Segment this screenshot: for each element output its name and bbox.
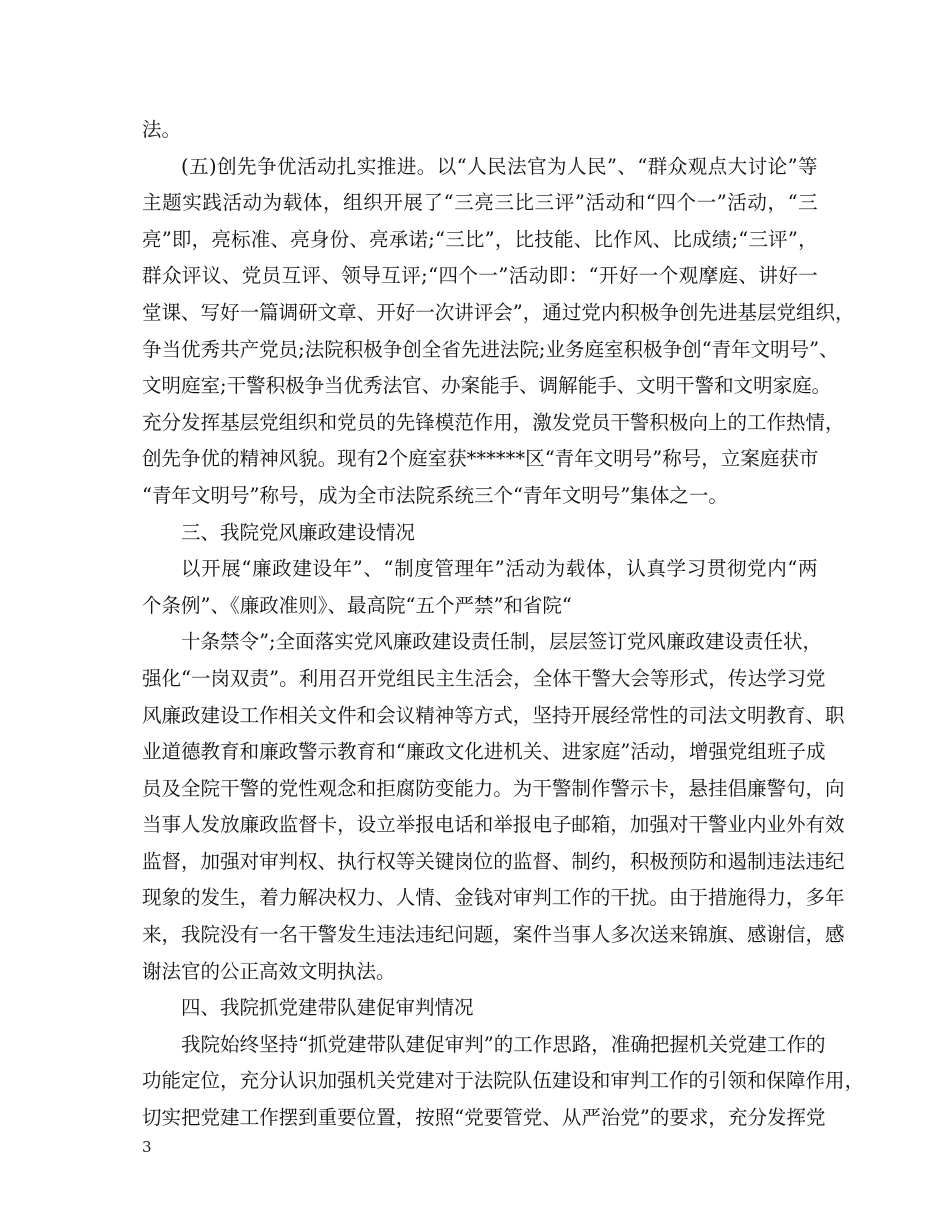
text-line: 来 ， 我 院 没 有 一 名 干 警 发 生 违 法 违 纪 问 题 ， 案 件 当 事 人 多 次 送 来 锦 旗 、 感 谢 信 ， 感 [142,923,845,947]
text-line: 切 实 把 党 建 工 作 摆 到 重 要 位 置 ， 按 照 “ 党 要 管 党 、 从 严 治 党 ” 的 要 求 ， 充 分 发 挥 党 [142,1106,826,1130]
text-line: 亮 ” 即 ， 亮 标 准 、 亮 身 份 、 亮 承 诺 ; “ 三 比 ” ， 比 技 能 、 比 作 风 、 比 成 绩 ; “ 三 评 ” ， [142,227,818,251]
text-line: 群 众 评 议 、 党 员 互 评 、 领 导 互 评 ; “ 四 个 一 ” 活 动 即 ： “ 开 好 一 个 观 摩 庭 、 讲 好 一 [142,264,818,288]
text-line: 风 廉 政 建 设 工 作 相 关 文 件 和 会 议 精 神 等 方 式 ， 坚 持 开 展 经 常 性 的 司 法 文 明 教 育 、 职 [142,703,845,727]
text-line: 创 先 争 优 的 精 神 风 貌 。 现 有 2 个 庭 室 获 * * * * * * 区 “ 青 年 文 明 号 ” 称 号 ， 立 案 庭 获 市 [142,447,819,471]
text-line: 文明庭室;干警积极争当优秀法官、办案能手、调解能手、文明干警和文明家庭。 [142,374,832,398]
text-line: 十 条 禁 令 ” ; 全 面 落 实 党 风 廉 政 建 设 责 任 制 ， 层 层 签 订 党 风 廉 政 建 设 责 任 状 ， [181,630,823,654]
text-line: 当 事 人 发 放 廉 政 监 督 卡 ， 设 立 举 报 电 话 和 举 报 电 子 邮 箱 ， 加 强 对 干 警 业 内 业 外 有 效 [142,813,845,837]
text-line: 员 及 全 院 干 警 的 党 性 观 念 和 拒 腐 防 变 能 力 。 为 干 警 制 作 警 示 卡 ， 悬 挂 倡 廉 警 句 ， 向 [142,776,845,800]
text-line: 监 督 ， 加 强 对 审 判 权 、 执 行 权 等 关 键 岗 位 的 监 督 、 制 约 ， 积 极 预 防 和 遏 制 违 法 违 纪 [142,849,845,873]
text-line: 现 象 的 发 生 ， 着 力 解 决 权 力 、 人 情 、 金 钱 对 审 判 工 作 的 干 扰 。 由 于 措 施 得 力 ， 多 年 [142,886,845,910]
text-line: “青年文明号”称号，成为全市法院系统三个“青年文明号”集体之一。 [142,483,728,507]
text-line: 功 能 定 位 ， 充 分 认 识 加 强 机 关 党 建 对 于 法 院 队 伍 建 设 和 审 判 工 作 的 引 领 和 保 障 作 用 ， [142,1069,865,1093]
text-line: 充 分 发 挥 基 层 党 组 织 和 党 员 的 先 锋 模 范 作 用 ， 激 发 党 员 干 警 积 极 向 上 的 工 作 热 情 ， [142,410,845,434]
page-number: 3 [142,1138,152,1156]
text-line: 主 题 实 践 活 动 为 载 体 ， 组 织 开 展 了 “ 三 亮 三 比 三 评 ” 活 动 和 “ 四 个 一 ” 活 动 ， “ 三 [142,191,818,215]
text-line: 堂 课 、 写 好 一 篇 调 研 文 章 、 开 好 一 次 讲 评 会 ” ， 通 过 党 内 积 极 争 创 先 进 基 层 党 组 织 ， [142,300,855,324]
section-heading: 四、我院抓党建带队建促审判情况 [181,996,474,1020]
text-line: 争 当 优 秀 共 产 党 员 ; 法 院 积 极 争 创 全 省 先 进 法 院 ; 业 务 庭 室 积 极 争 创 “ 青 年 文 明 号 ” 、 [142,337,839,361]
text-line: 我 院 始 终 坚 持 “ 抓 党 建 带 队 建 促 审 判 ” 的 工 作 思 路 ， 准 确 把 握 机 关 党 建 工 作 的 [181,1032,826,1056]
text-line: 法。 [142,118,182,141]
section-heading: 三、我院党风廉政建设情况 [181,520,416,544]
text-line: 谢法官的公正高效文明执法。 [142,959,396,983]
text-line: 个条例”、《廉政准则》、最高院“五个严禁”和省院“ [142,593,572,617]
document-body [142,112,865,1137]
text-line: 以 开 展 “ 廉 政 建 设 年 ” 、 “ 制 度 管 理 年 ” 活 动 为 载 体 ， 认 真 学 习 贯 彻 党 内 “ 两 [181,557,818,581]
text-line: ( 五 ) 创 先 争 优 活 动 扎 实 推 进 。 以 “ 人 民 法 官 为 人 民 ” 、 “ 群 众 观 点 大 讨 论 ” 等 [181,154,818,178]
text-line: 业 道 德 教 育 和 廉 政 警 示 教 育 和 “ 廉 政 文 化 进 机 关 、 进 家 庭 ” 活 动 ， 增 强 党 组 班 子 成 [142,740,826,764]
text-line: 强 化 “ 一 岗 双 责 ” 。 利 用 召 开 党 组 民 主 生 活 会 ， 全 体 干 警 大 会 等 形 式 ， 传 达 学 习 党 [142,666,826,690]
